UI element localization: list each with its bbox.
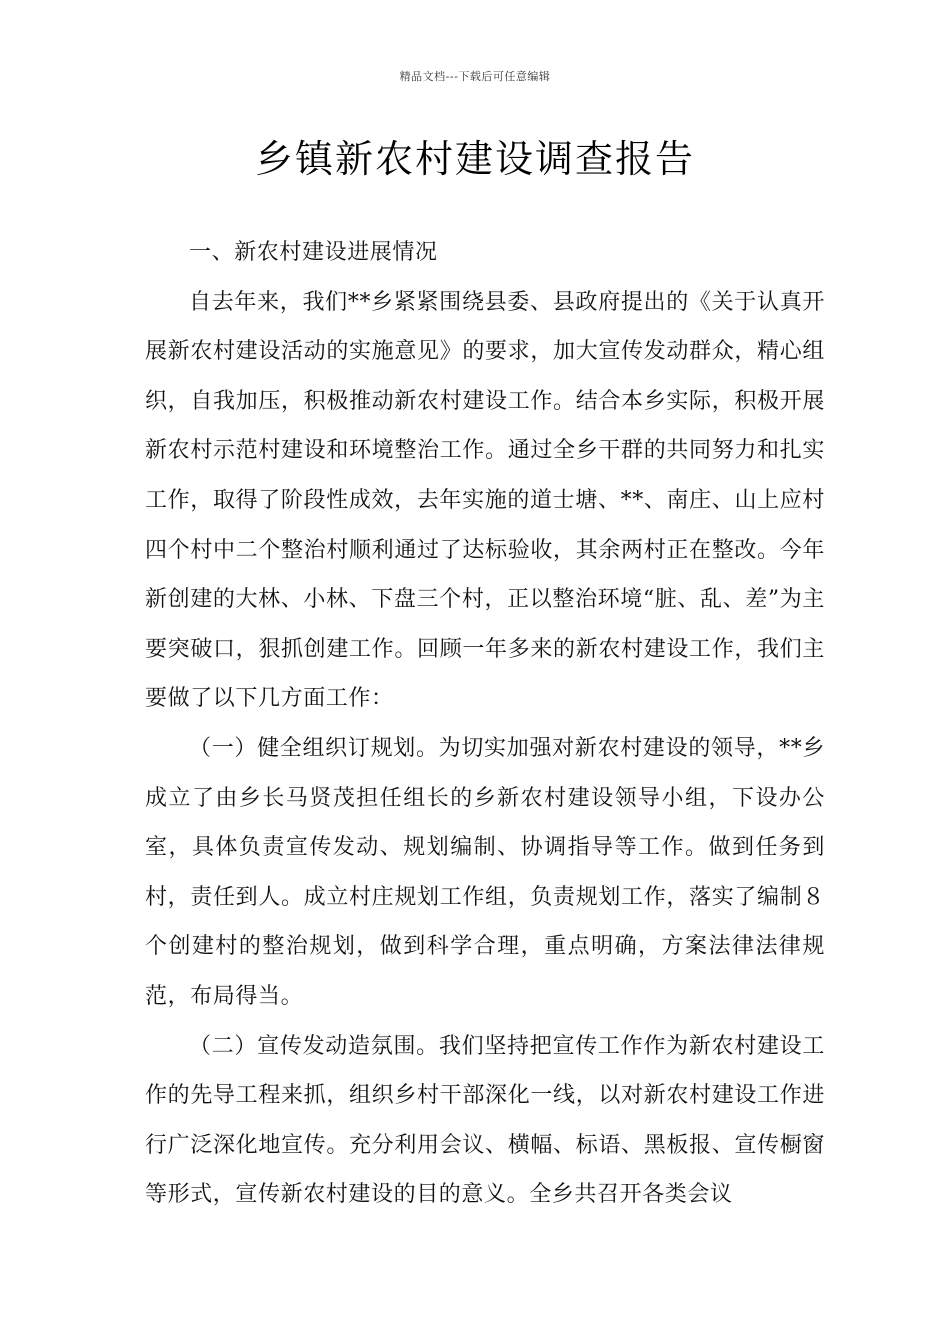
section-heading: 一、新农村建设进展情况 (189, 240, 438, 265)
paragraph-publicity: （二）宣传发动造氛围。我们坚持把宣传工作作为新农村建设工作的先导工程来抓，组织乡村干部深化一线，以对新农村建设工作进行广泛深化地宣传。充分利用会议、横幅、标语、黑板报、宣传橱窗等形式，宣传新农村建设的目的意义。全乡共召开各类会议 (145, 1033, 825, 1208)
paragraph-organization: （一）健全组织订规划。为切实加强对新农村建设的领导，**乡成立了由乡长马贤茂担任组长的乡新农村建设领导小组，下设办公室，具体负责宣传发动、规划编制、协调指导等工作。做到任务到村，责任到人。成立村庄规划工作组，负责规划工作，落实了编制８个创建村的整治规划，做到科学合理，重点明确，方案法律法律规范，布局得当。 (145, 735, 825, 1009)
document-body (145, 228, 825, 1220)
paragraph-intro: 自去年来，我们**乡紧紧围绕县委、县政府提出的《关于认真开展新农村建设活动的实施意见》的要求，加大宣传发动群众，精心组织，自我加压，积极推动新农村建设工作。结合本乡实际，积极开展新农村示范村建设和环境整治工作。通过全乡干群的共同努力和扎实工作，取得了阶段性成效，去年实施的道士塘、**、南庄、山上应村四个村中二个整治村顺利通过了达标验收，其余两村正在整改。今年新创建的大林、小林、下盘三个村，正以整治环境“脏、乱、差”为主要突破口，狠抓创建工作。回顾一年多来的新农村建设工作，我们主要做了以下几方面工作： (145, 289, 825, 712)
document-title: 乡镇新农村建设调查报告 (254, 137, 695, 181)
header-note: 精品文档---下载后可任意编辑 (399, 70, 551, 83)
